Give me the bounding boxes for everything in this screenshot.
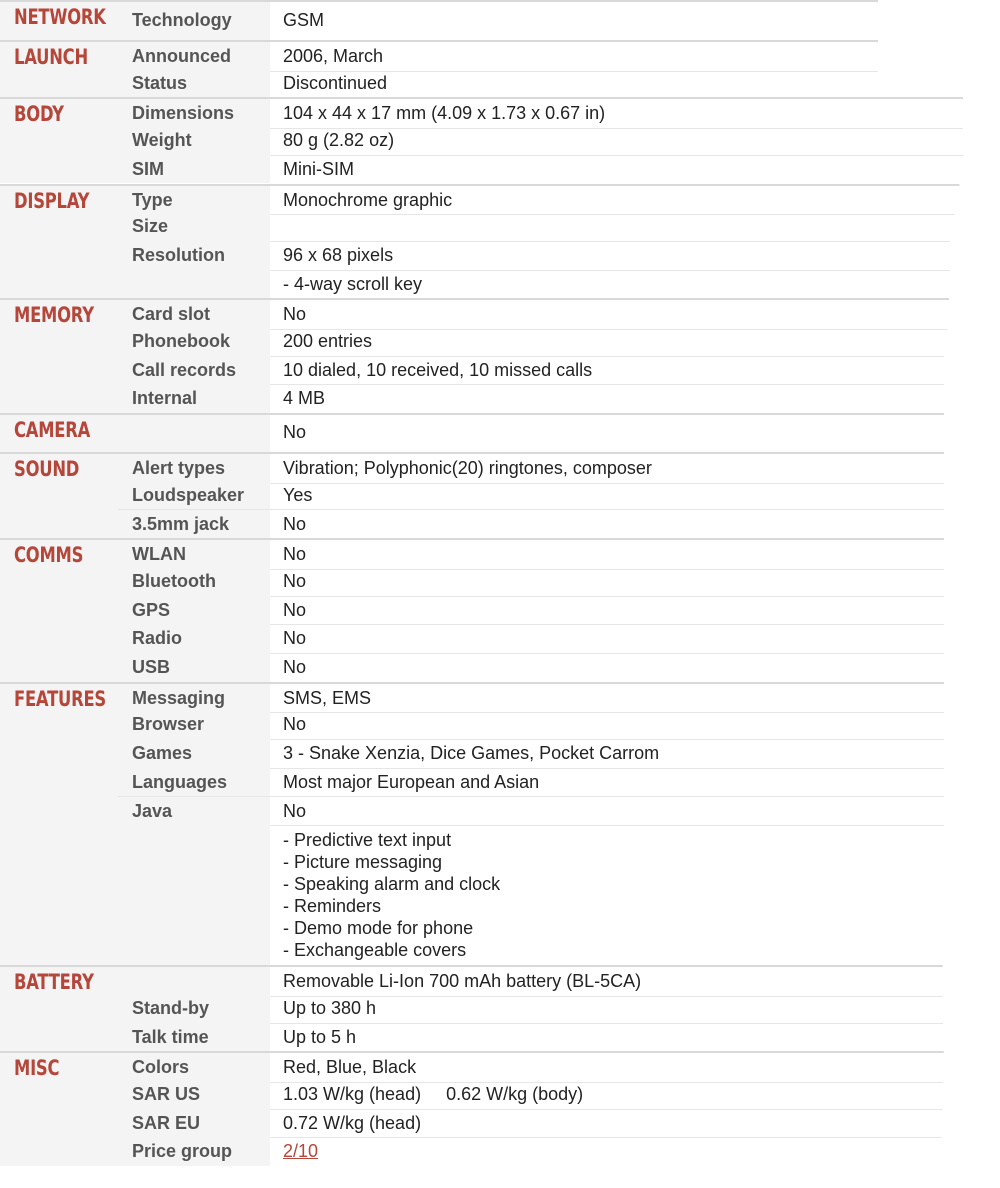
- spec-label: Java: [118, 797, 270, 826]
- spec-label: Status: [118, 69, 270, 98]
- spec-value: 80 g (2.82 oz): [283, 130, 395, 151]
- spec-row: [118, 241, 950, 271]
- price-group-link[interactable]: 2/10: [283, 1141, 319, 1162]
- spec-value: No: [283, 657, 307, 677]
- spec-label: SAR US: [118, 1080, 270, 1109]
- spec-label: Browser: [118, 710, 270, 739]
- spec-row: [118, 69, 963, 98]
- spec-row: [118, 1080, 944, 1110]
- spec-value: 1.03 W/kg (head) 0.62 W/kg (body): [283, 1084, 584, 1104]
- spec-label: 3.5mm jack: [118, 510, 270, 539]
- spec-row: [118, 567, 944, 597]
- spec-label: Bluetooth: [118, 567, 270, 596]
- spec-value: SMS, EMS: [283, 687, 372, 708]
- spec-label: Dimensions: [118, 99, 270, 128]
- spec-value: No: [283, 800, 307, 821]
- spec-row: [118, 965, 944, 997]
- spec-label: Announced: [118, 42, 270, 71]
- spec-label: Games: [118, 739, 270, 768]
- spec-label: Call records: [118, 356, 270, 385]
- spec-row: [118, 624, 944, 654]
- spec-label: Radio: [118, 624, 270, 653]
- spec-value: No: [283, 544, 307, 565]
- spec-row: [118, 682, 944, 714]
- spec-row: [118, 155, 968, 184]
- section-title: BODY: [14, 102, 64, 127]
- spec-value: Vibration; Polyphonic(20) ringtones, composer: [283, 458, 652, 479]
- section-body: [0, 97, 118, 183]
- spec-label: Talk time: [118, 1023, 270, 1052]
- spec-value: Removable Li-Ion 700 mAh battery (BL-5CA): [283, 971, 642, 992]
- spec-label: Technology: [118, 2, 270, 42]
- spec-value-line: - Predictive text input: [283, 830, 452, 851]
- section-battery: [0, 965, 118, 1051]
- spec-value: - 4-way scroll key: [283, 273, 423, 294]
- spec-label: Colors: [118, 1053, 270, 1082]
- spec-label: [118, 825, 270, 965]
- spec-label: Alert types: [118, 454, 270, 483]
- spec-label: Type: [118, 186, 270, 215]
- spec-row: [118, 739, 944, 769]
- spec-value-list: [270, 825, 944, 965]
- spec-value-line: - Picture messaging: [283, 852, 443, 873]
- section-title: NETWORK: [14, 5, 106, 29]
- spec-row: [118, 0, 878, 42]
- spec-value: No: [283, 304, 307, 325]
- spec-value: 3 - Snake Xenzia, Dice Games, Pocket Carrom: [283, 743, 660, 764]
- spec-value: Up to 5 h: [283, 1026, 357, 1047]
- spec-value: 0.72 W/kg (head): [283, 1112, 422, 1133]
- spec-value: Mini-SIM: [283, 158, 354, 179]
- spec-row: [118, 510, 944, 539]
- section-title: FEATURES: [14, 686, 106, 711]
- spec-value: GSM: [283, 10, 325, 30]
- spec-value: 2006, March: [283, 46, 384, 66]
- spec-row: [118, 825, 944, 965]
- spec-label: Messaging: [118, 684, 270, 713]
- spec-value: 10 dialed, 10 received, 10 missed calls: [283, 359, 593, 380]
- spec-label: Price group: [118, 1137, 270, 1166]
- spec-label: Loudspeaker: [118, 481, 270, 510]
- spec-value-line: - Exchangeable covers: [283, 940, 467, 961]
- spec-value: Up to 380 h: [283, 997, 377, 1018]
- spec-row: [118, 298, 950, 330]
- spec-label: [118, 415, 270, 454]
- spec-label: USB: [118, 653, 270, 682]
- section-title: MISC: [14, 1056, 60, 1081]
- section-camera: [0, 413, 118, 452]
- section-features: [0, 682, 118, 966]
- section-misc: [0, 1051, 118, 1166]
- spec-row: [118, 1137, 944, 1166]
- spec-row: [118, 768, 944, 798]
- spec-row: [118, 797, 944, 827]
- spec-label: Weight: [118, 126, 270, 155]
- spec-label: Phonebook: [118, 327, 270, 356]
- section-title: DISPLAY: [14, 188, 90, 213]
- section-sound: [0, 452, 118, 538]
- spec-label: Languages: [118, 768, 270, 797]
- spec-row: [118, 452, 944, 484]
- spec-value: [270, 1137, 944, 1166]
- spec-value: Yes: [283, 484, 313, 505]
- section-title: MEMORY: [14, 303, 94, 328]
- section-title: CAMERA: [14, 418, 91, 443]
- spec-label: GPS: [118, 596, 270, 625]
- spec-row: [118, 653, 944, 682]
- spec-label: Size: [118, 212, 270, 241]
- section-network: [0, 0, 118, 40]
- section-launch: [0, 40, 118, 97]
- spec-row: [118, 270, 950, 299]
- spec-value: No: [283, 513, 307, 534]
- section-title: BATTERY: [14, 970, 94, 995]
- spec-value-line: - Demo mode for phone: [283, 918, 474, 939]
- spec-label: Resolution: [118, 241, 270, 270]
- spec-value-line: - Speaking alarm and clock: [283, 874, 501, 895]
- spec-row: [118, 481, 944, 511]
- spec-value: 96 x 68 pixels: [283, 244, 394, 265]
- spec-label: Card slot: [118, 300, 270, 329]
- spec-row: [118, 40, 878, 72]
- spec-value: No: [283, 422, 307, 443]
- section-title: COMMS: [14, 543, 84, 568]
- spec-value: No: [283, 714, 307, 735]
- spec-row: [118, 327, 944, 357]
- spec-label: WLAN: [118, 540, 270, 569]
- spec-value: Red, Blue, Black: [283, 1057, 417, 1078]
- spec-value: No: [283, 570, 307, 591]
- spec-row: [118, 538, 944, 570]
- spec-value: 4 MB: [283, 388, 326, 409]
- spec-value: [270, 212, 950, 241]
- section-comms: [0, 538, 118, 682]
- spec-label: [118, 967, 270, 996]
- spec-row: [118, 994, 944, 1024]
- spec-value: Most major European and Asian: [283, 771, 540, 792]
- spec-row: [118, 384, 944, 413]
- spec-label: SIM: [118, 155, 270, 184]
- section-memory: [0, 298, 118, 413]
- section-title: LAUNCH: [14, 45, 88, 69]
- spec-row: [118, 1023, 944, 1052]
- spec-value: 200 entries: [283, 331, 373, 351]
- spec-value: Monochrome graphic: [283, 189, 453, 210]
- spec-label: [118, 270, 270, 299]
- spec-row: [118, 212, 950, 242]
- section-title: SOUND: [14, 457, 80, 482]
- spec-row: [118, 356, 944, 386]
- spec-row: [118, 97, 963, 129]
- spec-label: Stand-by: [118, 994, 270, 1023]
- spec-row: [118, 1109, 944, 1139]
- spec-row: [118, 126, 968, 156]
- spec-value: No: [283, 599, 307, 620]
- spec-label: Internal: [118, 384, 270, 413]
- spec-row: [118, 596, 944, 626]
- spec-value: 104 x 44 x 17 mm (4.09 x 1.73 x 0.67 in): [283, 103, 606, 124]
- spec-value-line: - Reminders: [283, 896, 382, 917]
- spec-row: [118, 1051, 944, 1083]
- spec-value: No: [283, 628, 307, 649]
- section-display: [0, 184, 118, 299]
- spec-label: SAR EU: [118, 1109, 270, 1138]
- spec-value: Discontinued: [283, 72, 388, 93]
- spec-row: [118, 413, 944, 454]
- spec-row: [118, 710, 944, 740]
- spec-row: [118, 184, 968, 216]
